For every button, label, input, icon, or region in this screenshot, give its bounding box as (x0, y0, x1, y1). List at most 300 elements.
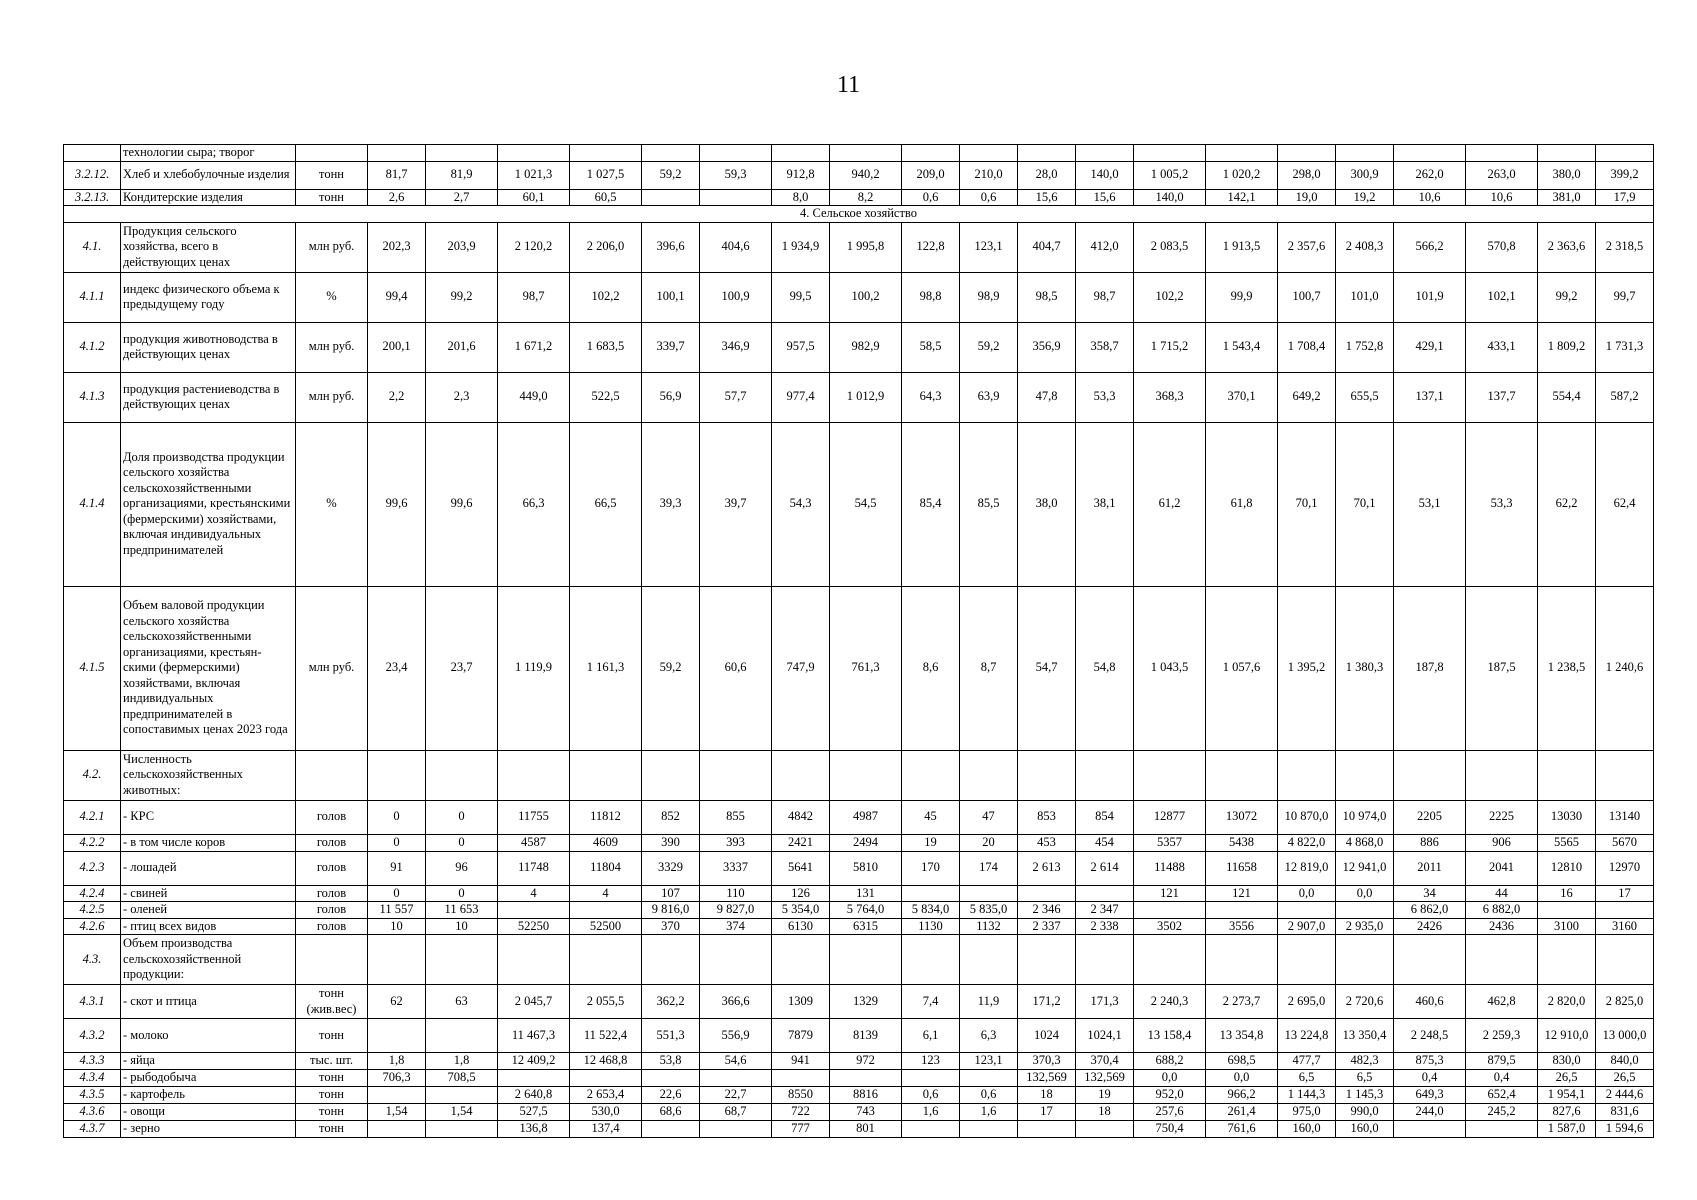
row-unit (296, 145, 368, 162)
row-unit: тонн (296, 189, 368, 206)
value-cell: 2,6 (368, 189, 426, 206)
value-cell: 5 835,0 (960, 902, 1018, 919)
row-unit: тонн (296, 1087, 368, 1104)
value-cell: 7,4 (902, 985, 960, 1019)
row-unit: тонн (жив.вес) (296, 985, 368, 1019)
value-cell (902, 750, 960, 800)
value-cell (772, 145, 830, 162)
value-cell: 13 158,4 (1134, 1019, 1206, 1053)
row-code: 4.3.4 (64, 1070, 121, 1087)
value-cell: 831,6 (1596, 1104, 1654, 1121)
value-cell (960, 145, 1018, 162)
row-unit: млн руб. (296, 586, 368, 750)
row-unit: млн руб. (296, 322, 368, 372)
value-cell: 0,0 (1134, 1070, 1206, 1087)
value-cell (1466, 935, 1538, 985)
value-cell (700, 145, 772, 162)
value-cell: 906 (1466, 834, 1538, 851)
value-cell (1596, 145, 1654, 162)
value-cell: 5670 (1596, 834, 1654, 851)
value-cell: 99,2 (426, 272, 498, 322)
value-cell: 1 043,5 (1134, 586, 1206, 750)
value-cell: 8,6 (902, 586, 960, 750)
row-code: 4.3. (64, 935, 121, 985)
row-code: 4.3.7 (64, 1121, 121, 1138)
row-code: 4.2.6 (64, 918, 121, 935)
value-cell: 2 259,3 (1466, 1019, 1538, 1053)
value-cell: 761,6 (1206, 1121, 1278, 1138)
value-cell (642, 935, 700, 985)
row-code: 4.1. (64, 222, 121, 272)
value-cell: 649,2 (1278, 372, 1336, 422)
value-cell: 203,9 (426, 222, 498, 272)
value-cell: 102,1 (1466, 272, 1538, 322)
value-cell: 8550 (772, 1087, 830, 1104)
value-cell (426, 750, 498, 800)
value-cell: 66,5 (570, 422, 642, 586)
value-cell: 137,4 (570, 1121, 642, 1138)
value-cell (1278, 935, 1336, 985)
value-cell: 60,6 (700, 586, 772, 750)
value-cell: 2 653,4 (570, 1087, 642, 1104)
value-cell: 8816 (830, 1087, 902, 1104)
value-cell (1394, 750, 1466, 800)
value-cell: 852 (642, 800, 700, 834)
value-cell: 70,1 (1336, 422, 1394, 586)
value-cell: 374 (700, 918, 772, 935)
value-cell (1134, 750, 1206, 800)
row-unit: тонн (296, 1104, 368, 1121)
value-cell: 0,6 (902, 189, 960, 206)
value-cell: 1 161,3 (570, 586, 642, 750)
value-cell: 1 012,9 (830, 372, 902, 422)
value-cell: 202,3 (368, 222, 426, 272)
value-cell (498, 145, 570, 162)
value-cell: 358,7 (1076, 322, 1134, 372)
value-cell: 187,5 (1466, 586, 1538, 750)
value-cell (700, 750, 772, 800)
value-cell: 356,9 (1018, 322, 1076, 372)
value-cell: 174 (960, 851, 1018, 885)
value-cell: 9 827,0 (700, 902, 772, 919)
value-cell: 262,0 (1394, 161, 1466, 189)
value-cell: 81,9 (426, 161, 498, 189)
value-cell: 62,2 (1538, 422, 1596, 586)
value-cell: 1 238,5 (1538, 586, 1596, 750)
value-cell: 12970 (1596, 851, 1654, 885)
value-cell: 107 (642, 885, 700, 902)
value-cell (642, 145, 700, 162)
table-row (64, 372, 1654, 422)
value-cell: 1 809,2 (1538, 322, 1596, 372)
value-cell: 13140 (1596, 800, 1654, 834)
value-cell: 4 (570, 885, 642, 902)
value-cell: 53,3 (1076, 372, 1134, 422)
value-cell: 1 708,4 (1278, 322, 1336, 372)
value-cell: 11 467,3 (498, 1019, 570, 1053)
value-cell: 527,5 (498, 1104, 570, 1121)
value-cell: 912,8 (772, 161, 830, 189)
value-cell: 3556 (1206, 918, 1278, 935)
row-name: - рыбодобыча (121, 1070, 296, 1087)
row-unit: голов (296, 800, 368, 834)
value-cell: 13 000,0 (1596, 1019, 1654, 1053)
value-cell: 649,3 (1394, 1087, 1466, 1104)
value-cell: 6,3 (960, 1019, 1018, 1053)
value-cell: 19 (1076, 1087, 1134, 1104)
value-cell (772, 1070, 830, 1087)
value-cell: 17 (1018, 1104, 1076, 1121)
row-unit: % (296, 422, 368, 586)
value-cell: 2436 (1466, 918, 1538, 935)
value-cell: 85,5 (960, 422, 1018, 586)
value-cell: 11812 (570, 800, 642, 834)
value-cell: 53,8 (642, 1053, 700, 1070)
value-cell: 346,9 (700, 322, 772, 372)
value-cell: 830,0 (1538, 1053, 1596, 1070)
value-cell (902, 935, 960, 985)
value-cell: 12810 (1538, 851, 1596, 885)
value-cell: 8139 (830, 1019, 902, 1053)
value-cell: 1 752,8 (1336, 322, 1394, 372)
value-cell: 875,3 (1394, 1053, 1466, 1070)
value-cell: 60,5 (570, 189, 642, 206)
table-row (64, 586, 1654, 750)
value-cell: 366,6 (700, 985, 772, 1019)
value-cell: 45 (902, 800, 960, 834)
value-cell: 4 822,0 (1278, 834, 1336, 851)
row-name: - свиней (121, 885, 296, 902)
value-cell: 433,1 (1466, 322, 1538, 372)
row-code: 4.1.5 (64, 586, 121, 750)
table-row (64, 985, 1654, 1019)
value-cell: 1 934,9 (772, 222, 830, 272)
value-cell (1018, 885, 1076, 902)
value-cell: 68,7 (700, 1104, 772, 1121)
value-cell: 941 (772, 1053, 830, 1070)
value-cell: 39,7 (700, 422, 772, 586)
value-cell (1076, 750, 1134, 800)
value-cell: 1 671,2 (498, 322, 570, 372)
value-cell: 2225 (1466, 800, 1538, 834)
value-cell: 54,6 (700, 1053, 772, 1070)
value-cell (1206, 145, 1278, 162)
value-cell: 160,0 (1278, 1121, 1336, 1138)
value-cell: 101,0 (1336, 272, 1394, 322)
value-cell: 460,6 (1394, 985, 1466, 1019)
value-cell (960, 885, 1018, 902)
value-cell: 15,6 (1018, 189, 1076, 206)
value-cell: 2 045,7 (498, 985, 570, 1019)
value-cell: 530,0 (570, 1104, 642, 1121)
value-cell: 655,5 (1336, 372, 1394, 422)
value-cell (570, 902, 642, 919)
value-cell: 99,4 (368, 272, 426, 322)
table-row (64, 189, 1654, 206)
value-cell: 20 (960, 834, 1018, 851)
value-cell (830, 145, 902, 162)
value-cell: 1 594,6 (1596, 1121, 1654, 1138)
value-cell: 91 (368, 851, 426, 885)
value-cell (1018, 750, 1076, 800)
value-cell: 2 240,3 (1134, 985, 1206, 1019)
value-cell: 54,5 (830, 422, 902, 586)
value-cell: 22,6 (642, 1087, 700, 1104)
value-cell (960, 935, 1018, 985)
value-cell: 4 (498, 885, 570, 902)
value-cell: 1 587,0 (1538, 1121, 1596, 1138)
value-cell (426, 1019, 498, 1053)
value-cell: 2 346 (1018, 902, 1076, 919)
value-cell: 6 882,0 (1466, 902, 1538, 919)
value-cell: 0,4 (1466, 1070, 1538, 1087)
value-cell: 1 715,2 (1134, 322, 1206, 372)
value-cell: 6315 (830, 918, 902, 935)
value-cell: 5 354,0 (772, 902, 830, 919)
value-cell: 54,7 (1018, 586, 1076, 750)
value-cell: 13030 (1538, 800, 1596, 834)
value-cell: 1 683,5 (570, 322, 642, 372)
value-cell (368, 1087, 426, 1104)
row-code: 4.3.6 (64, 1104, 121, 1121)
table-row (64, 800, 1654, 834)
value-cell: 11,9 (960, 985, 1018, 1019)
value-cell: 2041 (1466, 851, 1538, 885)
row-name: продукция животноводства в действующих ценах (121, 322, 296, 372)
value-cell: 17 (1596, 885, 1654, 902)
table-row (64, 1070, 1654, 1087)
value-cell: 1309 (772, 985, 830, 1019)
value-cell: 11 653 (426, 902, 498, 919)
value-cell: 4609 (570, 834, 642, 851)
value-cell (1596, 750, 1654, 800)
value-cell (1076, 145, 1134, 162)
value-cell: 59,2 (642, 161, 700, 189)
value-cell (1336, 750, 1394, 800)
value-cell: 2 337 (1018, 918, 1076, 935)
value-cell (1466, 145, 1538, 162)
value-cell: 990,0 (1336, 1104, 1394, 1121)
value-cell: 399,2 (1596, 161, 1654, 189)
row-unit: тонн (296, 1121, 368, 1138)
row-code: 4.1.4 (64, 422, 121, 586)
value-cell: 982,9 (830, 322, 902, 372)
value-cell: 370 (642, 918, 700, 935)
row-code: 4.1.3 (64, 372, 121, 422)
value-cell: 19 (902, 834, 960, 851)
value-cell: 1 144,3 (1278, 1087, 1336, 1104)
value-cell (1466, 1121, 1538, 1138)
table-row (64, 918, 1654, 935)
value-cell: 187,8 (1394, 586, 1466, 750)
value-cell: 99,9 (1206, 272, 1278, 322)
value-cell (1018, 1121, 1076, 1138)
value-cell (1076, 935, 1134, 985)
row-name: - птиц всех видов (121, 918, 296, 935)
value-cell: 85,4 (902, 422, 960, 586)
value-cell: 2 695,0 (1278, 985, 1336, 1019)
value-cell: 132,569 (1076, 1070, 1134, 1087)
value-cell: 60,1 (498, 189, 570, 206)
row-unit: тыс. шт. (296, 1053, 368, 1070)
value-cell (498, 750, 570, 800)
value-cell: 570,8 (1466, 222, 1538, 272)
value-cell: 142,1 (1206, 189, 1278, 206)
value-cell (1538, 145, 1596, 162)
value-cell (426, 145, 498, 162)
value-cell: 61,8 (1206, 422, 1278, 586)
value-cell: 5357 (1134, 834, 1206, 851)
row-name: продукция растениеводства в действующих ценах (121, 372, 296, 422)
value-cell: 0,6 (902, 1087, 960, 1104)
table-row (64, 1104, 1654, 1121)
value-cell (700, 189, 772, 206)
value-cell: 102,2 (570, 272, 642, 322)
value-cell (1336, 145, 1394, 162)
value-cell: 0 (426, 885, 498, 902)
value-cell: 0 (426, 834, 498, 851)
value-cell: 2 338 (1076, 918, 1134, 935)
value-cell: 10 (426, 918, 498, 935)
page-number: 11 (836, 72, 861, 98)
value-cell: 449,0 (498, 372, 570, 422)
value-cell: 0,0 (1278, 885, 1336, 902)
value-cell (642, 189, 700, 206)
row-unit (296, 935, 368, 985)
value-cell: 56,9 (642, 372, 700, 422)
value-cell (368, 1121, 426, 1138)
row-name: Продукция сельского хозяйства, всего в действующих ценах (121, 222, 296, 272)
row-code: 4.1.2 (64, 322, 121, 372)
value-cell: 2 408,3 (1336, 222, 1394, 272)
value-cell (1018, 935, 1076, 985)
value-cell (1466, 750, 1538, 800)
value-cell: 1 543,4 (1206, 322, 1278, 372)
value-cell: 972 (830, 1053, 902, 1070)
value-cell: 840,0 (1596, 1053, 1654, 1070)
row-unit: голов (296, 834, 368, 851)
value-cell: 1 913,5 (1206, 222, 1278, 272)
value-cell: 5438 (1206, 834, 1278, 851)
value-cell: 100,1 (642, 272, 700, 322)
value-cell (830, 1070, 902, 1087)
value-cell (1278, 902, 1336, 919)
value-cell: 477,7 (1278, 1053, 1336, 1070)
table-row (64, 161, 1654, 189)
value-cell: 68,6 (642, 1104, 700, 1121)
row-code: 4.3.5 (64, 1087, 121, 1104)
value-cell: 6,5 (1278, 1070, 1336, 1087)
value-cell (902, 145, 960, 162)
value-cell: 0,6 (960, 1087, 1018, 1104)
data-table (63, 144, 1654, 1138)
value-cell: 11748 (498, 851, 570, 885)
value-cell: 13 350,4 (1336, 1019, 1394, 1053)
row-name: - оленей (121, 902, 296, 919)
value-cell: 2 318,5 (1596, 222, 1654, 272)
value-cell (902, 885, 960, 902)
value-cell: 140,0 (1134, 189, 1206, 206)
value-cell: 4587 (498, 834, 570, 851)
table-row (64, 1019, 1654, 1053)
value-cell (960, 1070, 1018, 1087)
value-cell: 11 557 (368, 902, 426, 919)
value-cell: 53,3 (1466, 422, 1538, 586)
value-cell: 54,3 (772, 422, 830, 586)
value-cell: 761,3 (830, 586, 902, 750)
table-row (64, 750, 1654, 800)
value-cell: 404,7 (1018, 222, 1076, 272)
value-cell: 2 640,8 (498, 1087, 570, 1104)
value-cell: 8,0 (772, 189, 830, 206)
value-cell: 201,6 (426, 322, 498, 372)
table-row (64, 885, 1654, 902)
value-cell: 1,54 (368, 1104, 426, 1121)
table-row (64, 1121, 1654, 1138)
value-cell: 370,3 (1018, 1053, 1076, 1070)
value-cell: 300,9 (1336, 161, 1394, 189)
value-cell: 100,7 (1278, 272, 1336, 322)
value-cell: 855 (700, 800, 772, 834)
value-cell (642, 1121, 700, 1138)
value-cell: 482,3 (1336, 1053, 1394, 1070)
value-cell: 339,7 (642, 322, 700, 372)
value-cell: 52250 (498, 918, 570, 935)
value-cell: 453 (1018, 834, 1076, 851)
value-cell (1538, 750, 1596, 800)
row-code: 4.3.2 (64, 1019, 121, 1053)
value-cell: 0 (426, 800, 498, 834)
value-cell (960, 1121, 1018, 1138)
value-cell (426, 1121, 498, 1138)
value-cell: 368,3 (1134, 372, 1206, 422)
value-cell: 2 935,0 (1336, 918, 1394, 935)
row-name: технологии сыра; творог (121, 145, 296, 162)
value-cell: 1 731,3 (1596, 322, 1654, 372)
value-cell: 100,9 (700, 272, 772, 322)
value-cell: 170 (902, 851, 960, 885)
value-cell: 587,2 (1596, 372, 1654, 422)
value-cell: 1130 (902, 918, 960, 935)
value-cell: 652,4 (1466, 1087, 1538, 1104)
table-row (64, 322, 1654, 372)
value-cell: 522,5 (570, 372, 642, 422)
table-row (64, 1053, 1654, 1070)
value-cell: 390 (642, 834, 700, 851)
value-cell: 966,2 (1206, 1087, 1278, 1104)
value-cell: 136,8 (498, 1121, 570, 1138)
value-cell: 8,2 (830, 189, 902, 206)
value-cell: 121 (1134, 885, 1206, 902)
value-cell: 429,1 (1394, 322, 1466, 372)
value-cell (1134, 902, 1206, 919)
row-code: 4.2. (64, 750, 121, 800)
value-cell: 26,5 (1596, 1070, 1654, 1087)
value-cell: 370,1 (1206, 372, 1278, 422)
value-cell (1538, 935, 1596, 985)
row-name: - яйца (121, 1053, 296, 1070)
value-cell (1596, 902, 1654, 919)
value-cell: 1132 (960, 918, 1018, 935)
value-cell: 2421 (772, 834, 830, 851)
value-cell: 23,7 (426, 586, 498, 750)
value-cell: 747,9 (772, 586, 830, 750)
row-unit: млн руб. (296, 222, 368, 272)
value-cell: 0 (368, 885, 426, 902)
row-name: Объем валовой продукции сельского хозяйства сельскохозяйственными организациями, крестьян-скими (фермерскими) хозяйствами, включая индивидуальных предпринимателей в сопоставимых ценах 2023 года (121, 586, 296, 750)
value-cell: 5 764,0 (830, 902, 902, 919)
row-unit: голов (296, 902, 368, 919)
